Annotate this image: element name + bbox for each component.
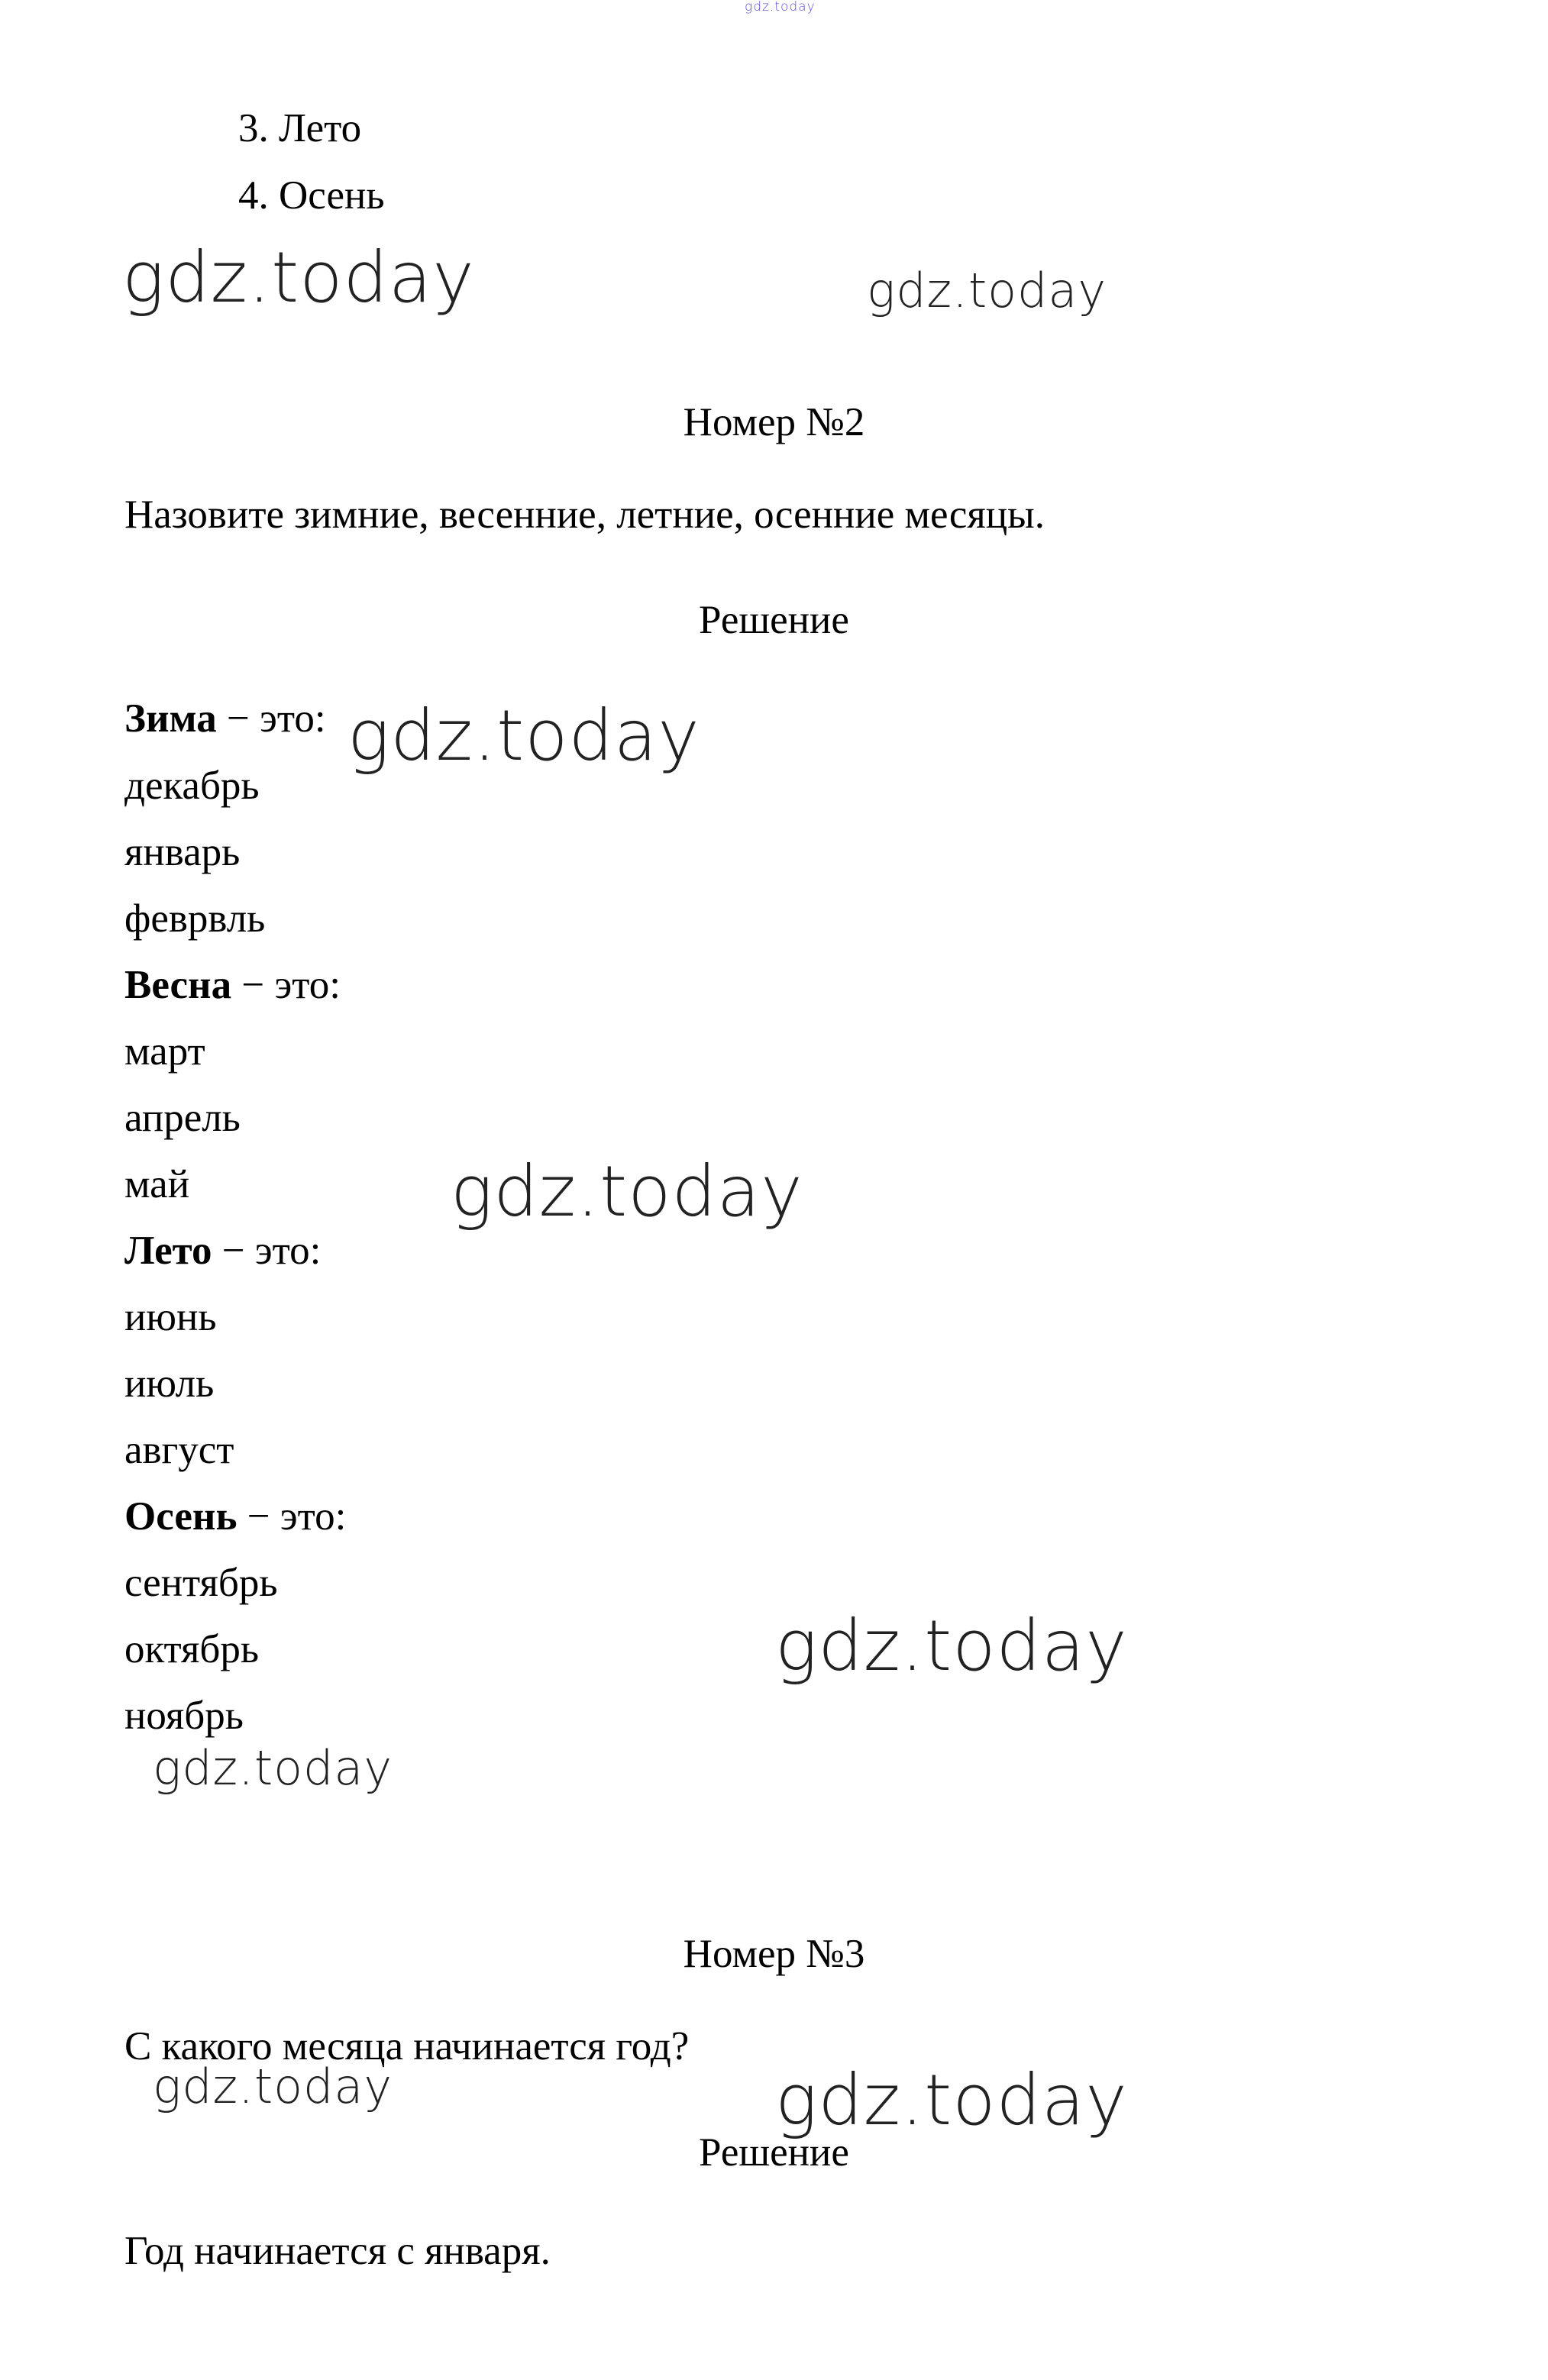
watermark: gdz.today: [347, 695, 700, 777]
season-summer-title: [124, 1231, 321, 1271]
month-item: май: [124, 1162, 190, 1206]
task3-question: С какого месяца начинается год?: [124, 2024, 690, 2068]
season-suffix: − это:: [212, 1229, 322, 1273]
season-autumn-title: [124, 1494, 347, 1539]
list-item-summer: 3. Лето: [238, 106, 362, 150]
season-name: Лето: [124, 1229, 212, 1273]
month-item: декабрь: [124, 764, 260, 808]
task3-solution-heading: Решение: [699, 2130, 849, 2175]
month-item: ноябрь: [124, 1694, 244, 1738]
task2-solution-heading: Решение: [699, 598, 849, 642]
season-name: Зима: [124, 696, 217, 741]
month-item: июль: [124, 1361, 215, 1406]
month-item: сентябрь: [124, 1561, 278, 1605]
watermark: gdz.today: [775, 2059, 1128, 2141]
watermark: gdz.today: [775, 1605, 1128, 1687]
season-suffix: − это:: [216, 696, 326, 741]
month-item: апрель: [124, 1096, 241, 1140]
month-item: феврвль: [124, 896, 266, 941]
season-name: Осень: [124, 1494, 238, 1539]
task3-answer: Год начинается с января.: [124, 2229, 551, 2273]
watermark-top: gdz.today: [745, 0, 816, 15]
task2-question: Назовите зимние, весенние, летние, осенние месяцы.: [124, 492, 1045, 537]
season-spring-title: [124, 965, 341, 1006]
watermark: gdz.today: [153, 1740, 393, 1796]
season-suffix: − это:: [231, 963, 341, 1007]
task3-heading: Номер №3: [683, 1932, 865, 1976]
season-name: Весна: [124, 963, 232, 1007]
list-item-autumn: 4. Осень: [238, 173, 385, 218]
month-item: январь: [124, 830, 241, 874]
month-item: октябрь: [124, 1627, 260, 1671]
month-item: июнь: [124, 1295, 217, 1339]
month-item: август: [124, 1428, 234, 1472]
watermark: gdz.today: [867, 263, 1107, 318]
task2-heading: Номер №2: [683, 400, 865, 444]
season-suffix: − это:: [237, 1494, 347, 1539]
watermark: gdz.today: [122, 237, 475, 318]
season-winter-title: [124, 696, 326, 741]
watermark: gdz.today: [153, 2059, 393, 2114]
watermark: gdz.today: [451, 1151, 803, 1232]
month-item: март: [124, 1029, 205, 1074]
